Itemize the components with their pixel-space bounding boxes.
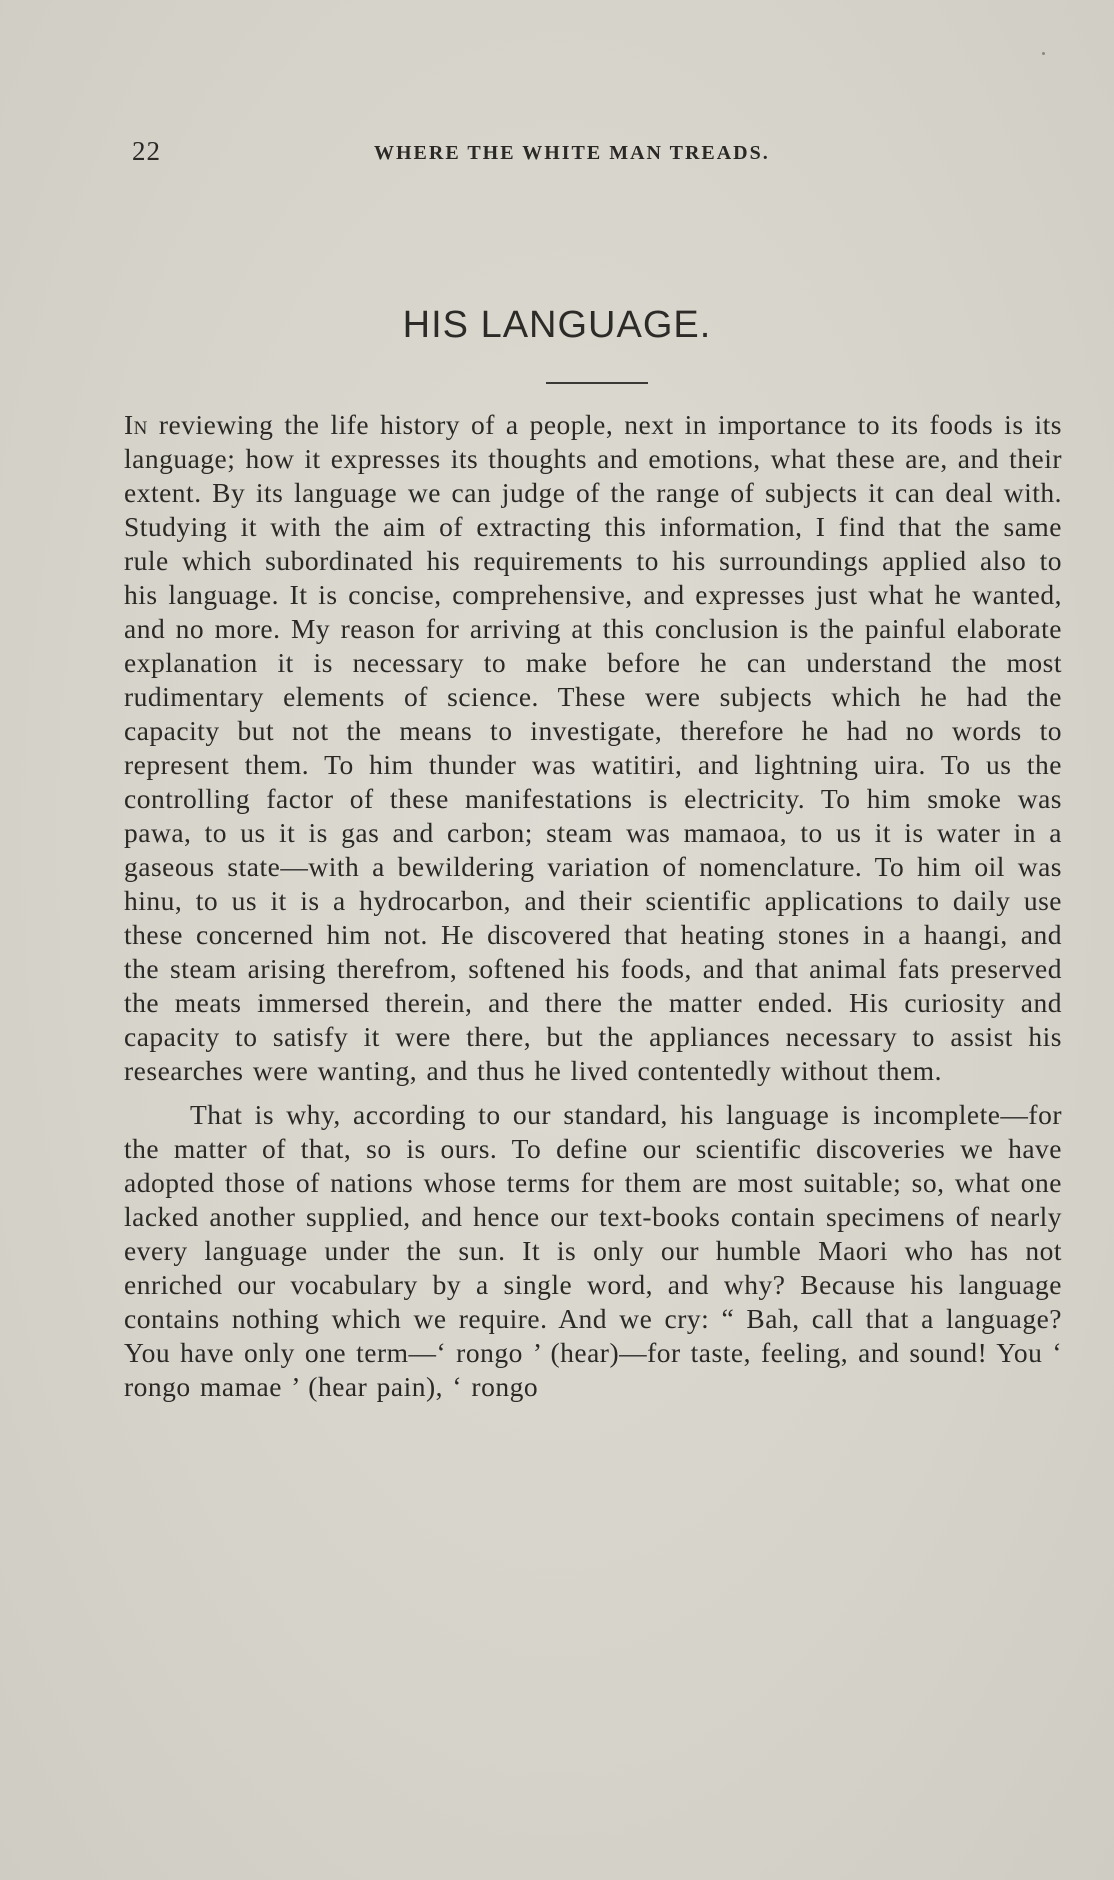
paragraph-1 xyxy=(124,408,1062,1088)
chapter-title: HIS LANGUAGE. xyxy=(402,304,712,346)
paragraph-1-text: reviewing the life history of a people, next in importance to its foods is its language; how it expresses its thoughts and emotions, what these are, and their extent. By its language we can judge of the range of subjects it can deal with. Studying it with the aim of extracting this information, I find that the same rule which subordinated his requirements to his surroundings applied also to his language. It is concise, comprehensive, and expresses just what he wanted, and no more. My reason for arriving at this conclusion is the painful elaborate explanation it is necessary to make before he can understand the most rudimentary elements of science. These were subjects which he had the capacity but not the means to investigate, therefore he had no words to represent them. To him thunder was watitiri, and lightning uira. To us the controlling factor of these manifestations is electricity. To him smoke was pawa, to us it is gas and carbon; steam was mamaoa, to us it is water in a gaseous state—with a bewildering variation of nomenclature. To him oil was hinu, to us it is a hydrocarbon, and their scientific applications to daily use these concerned him not. He discovered that heating stones in a haangi, and the steam arising therefrom, softened his foods, and that animal fats preserved the meats immersed therein, and there the matter ended. His curiosity and capacity to satisfy it were there, but the appliances necessary to assist his researches were wanting, and thus he lived contentedly without them. xyxy=(124,409,1062,1086)
page-number: 22 xyxy=(132,136,161,166)
body-text xyxy=(124,408,1062,1404)
title-rule xyxy=(546,382,648,384)
paragraph-lead-word: In xyxy=(124,409,148,440)
running-title: WHERE THE WHITE MAN TREADS. xyxy=(374,142,770,164)
paper-speck xyxy=(1042,52,1045,55)
running-head xyxy=(132,136,972,176)
paragraph-2: That is why, according to our standard, his language is incomplete—for the matter of that, so is ours. To define our scientific discoveries we have adopted those of nations whose terms for them are most suitable; so, what one lacked another supplied, and hence our text-books contain specimens of nearly every language under the sun. It is only our humble Maori who has not enriched our vocabulary by a single word, and why? Because his language contains nothing which we require. And we cry: “ Bah, call that a language? You have only one term—‘ rongo ’ (hear)—for taste, feeling, and sound! You ‘ rongo mamae ’ (hear pain), ‘ rongo xyxy=(124,1099,1062,1402)
